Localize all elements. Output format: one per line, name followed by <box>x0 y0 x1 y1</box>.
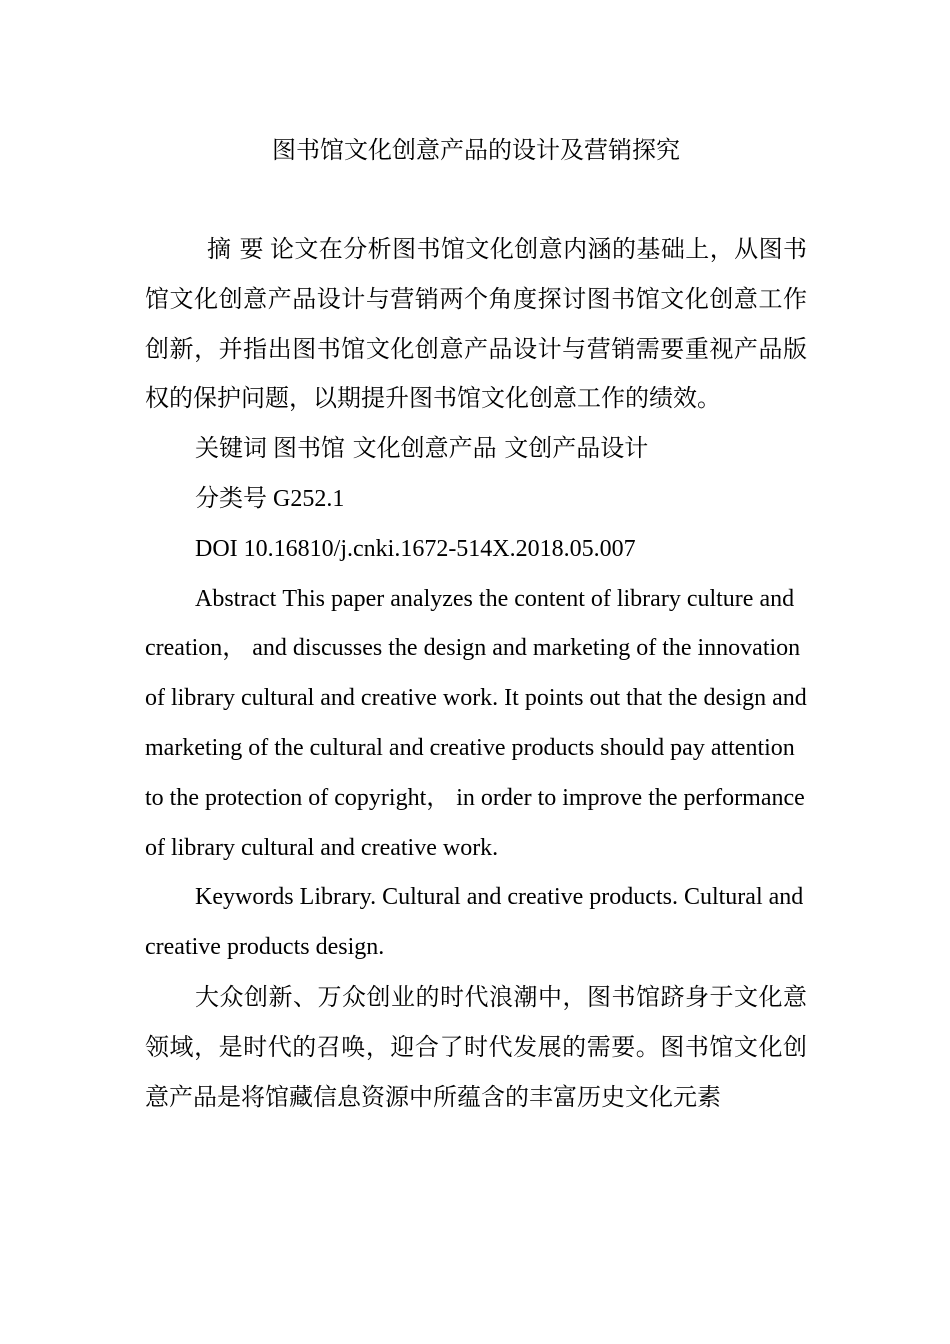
keywords-zh-line <box>145 424 807 474</box>
paper-body <box>145 225 807 1122</box>
classification-line <box>145 474 807 525</box>
keywords-zh-text: 图书馆 文化创意产品 文创产品设计 <box>273 434 649 463</box>
keywords-en-label: Keywords <box>195 884 294 911</box>
paper-title: 图书馆文化创意产品的设计及营销探究 <box>272 136 680 164</box>
classification-value: G252.1 <box>273 485 345 512</box>
doi-value: 10.16810/j.cnki.1672-514X.2018.05.007 <box>243 535 636 562</box>
classification-label: 分类号 <box>195 483 267 512</box>
doi-label: DOI <box>195 535 238 562</box>
abstract-en-paragraph <box>145 575 807 874</box>
doi-line <box>145 525 807 575</box>
abstract-label: 摘 要 <box>207 235 264 263</box>
keywords-en-paragraph <box>145 873 807 973</box>
keywords-en-text: Library. Cultural and creative products. Cultural and creative products design. <box>145 884 804 961</box>
abstract-zh-text: 论文在分析图书馆文化创意内涵的基础上，从图书馆文化创意产品设计与营销两个角度探讨图书馆文化创意工作创新，并指出图书馆文化创意产品设计与营销需要重视产品版权的保护问题，以期提升图书馆文化创意工作的绩效。 <box>145 235 808 413</box>
abstract-zh-paragraph <box>145 225 807 424</box>
abstract-en-text: This paper analyzes the content of library culture and creation， and discusses the design and marketing of the innovation of library cultural and creative work. It points out that the design and marketing of the cultural and creative products should pay attention to the protection of copyright， in order to improve the performance of library cultural and creative work. <box>145 585 807 861</box>
keywords-zh-label: 关键词 <box>195 434 267 463</box>
abstract-en-label: Abstract <box>195 585 277 612</box>
intro-paragraph: 大众创新、万众创业的时代浪潮中，图书馆跻身于文化意领域，是时代的召唤，迎合了时代发展的需要。图书馆文化创意产品是将馆藏信息资源中所蕴含的丰富历史文化元素 <box>145 982 807 1111</box>
